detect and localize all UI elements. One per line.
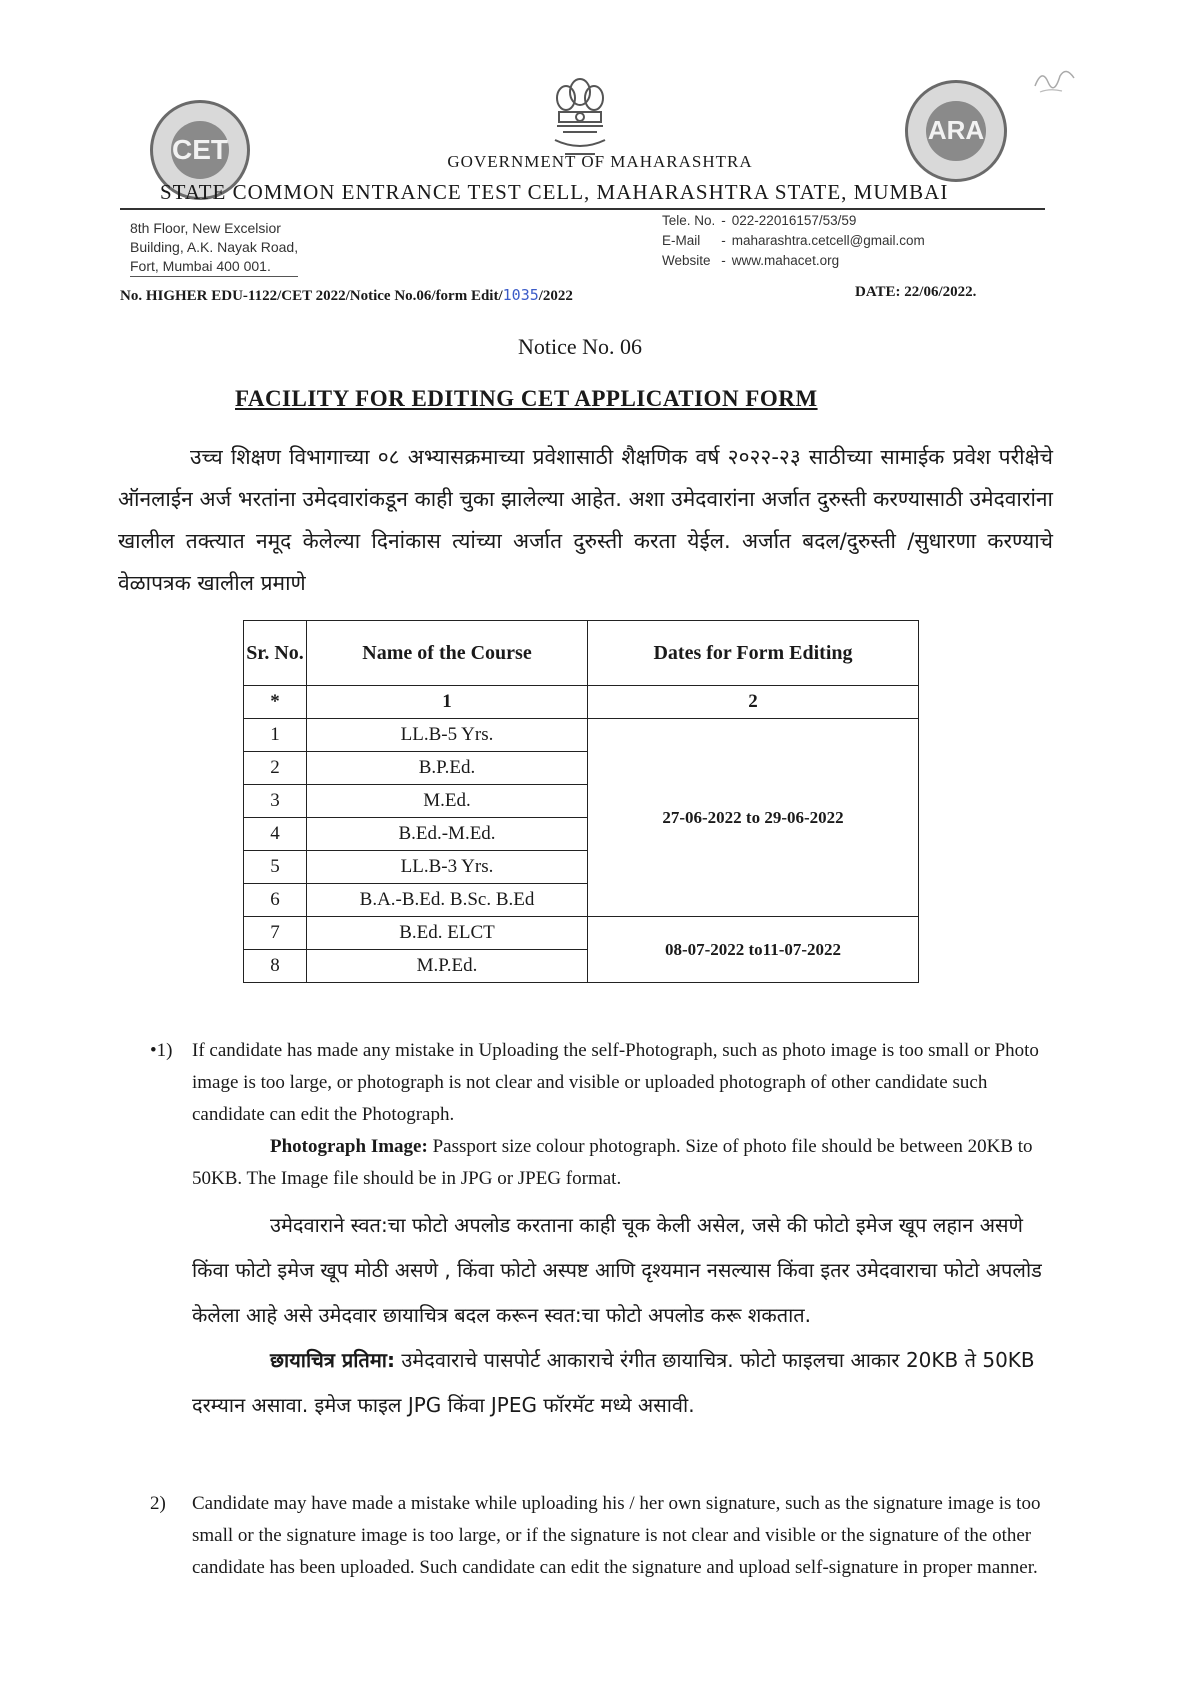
- table-index-row: * 1 2: [244, 686, 919, 719]
- table-header-row: [244, 621, 919, 686]
- contact-details: [660, 210, 931, 272]
- header-sr-no: Sr. No.: [244, 621, 307, 686]
- contact-email: E-Mail - maharashtra.cetcell@gmail.com: [662, 233, 925, 248]
- table-row: 6 B.A.-B.Ed. B.Sc. B.Ed: [244, 884, 919, 917]
- handwritten-mark: [1030, 58, 1080, 98]
- notice-date: DATE: 22/06/2022.: [855, 284, 977, 300]
- dates-group-2: 08-07-2022 to11-07-2022: [588, 917, 919, 983]
- ara-logo-text: ARA: [926, 101, 986, 161]
- cell-name: STATE COMMON ENTRANCE TEST CELL, MAHARASHTRA STATE, MUMBAI: [160, 180, 949, 204]
- photo-spec-marathi-label: छायाचित्र प्रतिमा:: [270, 1348, 395, 1372]
- photo-spec-marathi: [192, 1338, 1045, 1428]
- point-1-number: •1): [150, 1040, 173, 1061]
- contact-phone: Tele. No. - 022-22016157/53/59: [662, 213, 857, 228]
- course-schedule-table: [243, 620, 919, 983]
- address-line-3: Fort, Mumbai 400 001.: [130, 257, 298, 277]
- office-address: [130, 219, 298, 277]
- table-row: 2 B.P.Ed.: [244, 752, 919, 785]
- point-2: [150, 1488, 1045, 1584]
- address-line-1: 8th Floor, New Excelsior: [130, 220, 281, 236]
- table-row: 7 B.Ed. ELCT 08-07-2022 to11-07-2022: [244, 917, 919, 950]
- intro-marathi: उच्च शिक्षण विभागाच्या ०८ अभ्यासक्रमाच्या प्रवेशासाठी शैक्षणिक वर्ष २०२२-२३ साठीच्या सामाईक प्रवेश परीक्षेचे ऑनलाईन अर्ज भरतांना उमेदवारांकडून काही चुका झालेल्या आहेत. अशा उमेदवारांना अर्जात दुरुस्ती करण्यासाठी उमेदवारांना खालील तक्त्यात नमूद केलेल्या दिनांकास त्यांच्या अर्जात दुरुस्ती करता येईल. अर्जात बदल/दुरुस्ती /सुधारणा करण्याचे वेळापत्रक खालील प्रमाणे: [118, 445, 1053, 595]
- cet-logo-text: CET: [171, 121, 229, 179]
- header-course: Name of the Course: [307, 621, 588, 686]
- point-2-number: 2): [150, 1493, 166, 1514]
- notice-number: Notice No. 06: [517, 334, 643, 359]
- notice-subject: FACILITY FOR EDITING CET APPLICATION FORM: [235, 386, 818, 411]
- photo-spec-marathi-text: उमेदवाराचे पासपोर्ट आकाराचे रंगीत छायाचित्र. फोटो फाइलचा आकार 20KB ते 50KB दरम्यान असावा. इमेज फाइल JPG किंवा JPEG फॉरमॅट मध्ये असावी.: [192, 1348, 1035, 1417]
- photo-spec-text: Passport size colour photograph. Size of photo file should be between 20KB to 50KB. The Image file should be in JPG or JPEG format.: [192, 1136, 1033, 1189]
- dates-group-1: 27-06-2022 to 29-06-2022: [588, 719, 919, 917]
- point-1-text: If candidate has made any mistake in Uploading the self-Photograph, such as photo image is too small or Photo image is too large, or photograph is not clear and visible or uploaded photograph of other candidate such candidate can edit the Photograph.: [192, 1040, 1039, 1125]
- contact-website: Website - www.mahacet.org: [662, 253, 840, 268]
- handwritten-ref-number: 1035: [502, 286, 539, 304]
- reference-number: No. HIGHER EDU-1122/CET 2022/Notice No.06/form Edit/1035/2022: [120, 286, 573, 304]
- table-row: 3 M.Ed.: [244, 785, 919, 818]
- header-dates: Dates for Form Editing: [588, 621, 919, 686]
- photo-spec: [192, 1131, 1045, 1195]
- point-1-marathi: उमेदवाराने स्वत:चा फोटो अपलोड करताना काही चूक केली असेल, जसे की फोटो इमेज खूप लहान असणे किंवा फोटो इमेज खूप मोठी असणे , किंवा फोटो अस्पष्ट आणि दृश्यमान नसल्यास किंवा इतर उमेदवाराचा फोटो अपलोड केलेला आहे असे उमेदवार छायाचित्र बदल करून स्वत:चा फोटो अपलोड करू शकतात.: [192, 1213, 1042, 1327]
- address-line-2: Building, A.K. Nayak Road,: [130, 239, 299, 255]
- table-row: 5 LL.B-3 Yrs.: [244, 851, 919, 884]
- government-title: GOVERNMENT OF MAHARASHTRA: [447, 152, 753, 171]
- table-row: 1 LL.B-5 Yrs. 27-06-2022 to 29-06-2022: [244, 719, 919, 752]
- table-row: 8 M.P.Ed.: [244, 950, 919, 983]
- point-1: [150, 1035, 1045, 1428]
- point-2-text: Candidate may have made a mistake while uploading his / her own signature, such as the signature image is too small or the signature image is too large, or if the signature is not clear and visible or the signature of the other candidate has been uploaded. Such candidate can edit the signature and upload self-signature in proper manner.: [192, 1493, 1041, 1578]
- table-row: 4 B.Ed.-M.Ed.: [244, 818, 919, 851]
- photo-spec-label: Photograph Image:: [270, 1136, 428, 1157]
